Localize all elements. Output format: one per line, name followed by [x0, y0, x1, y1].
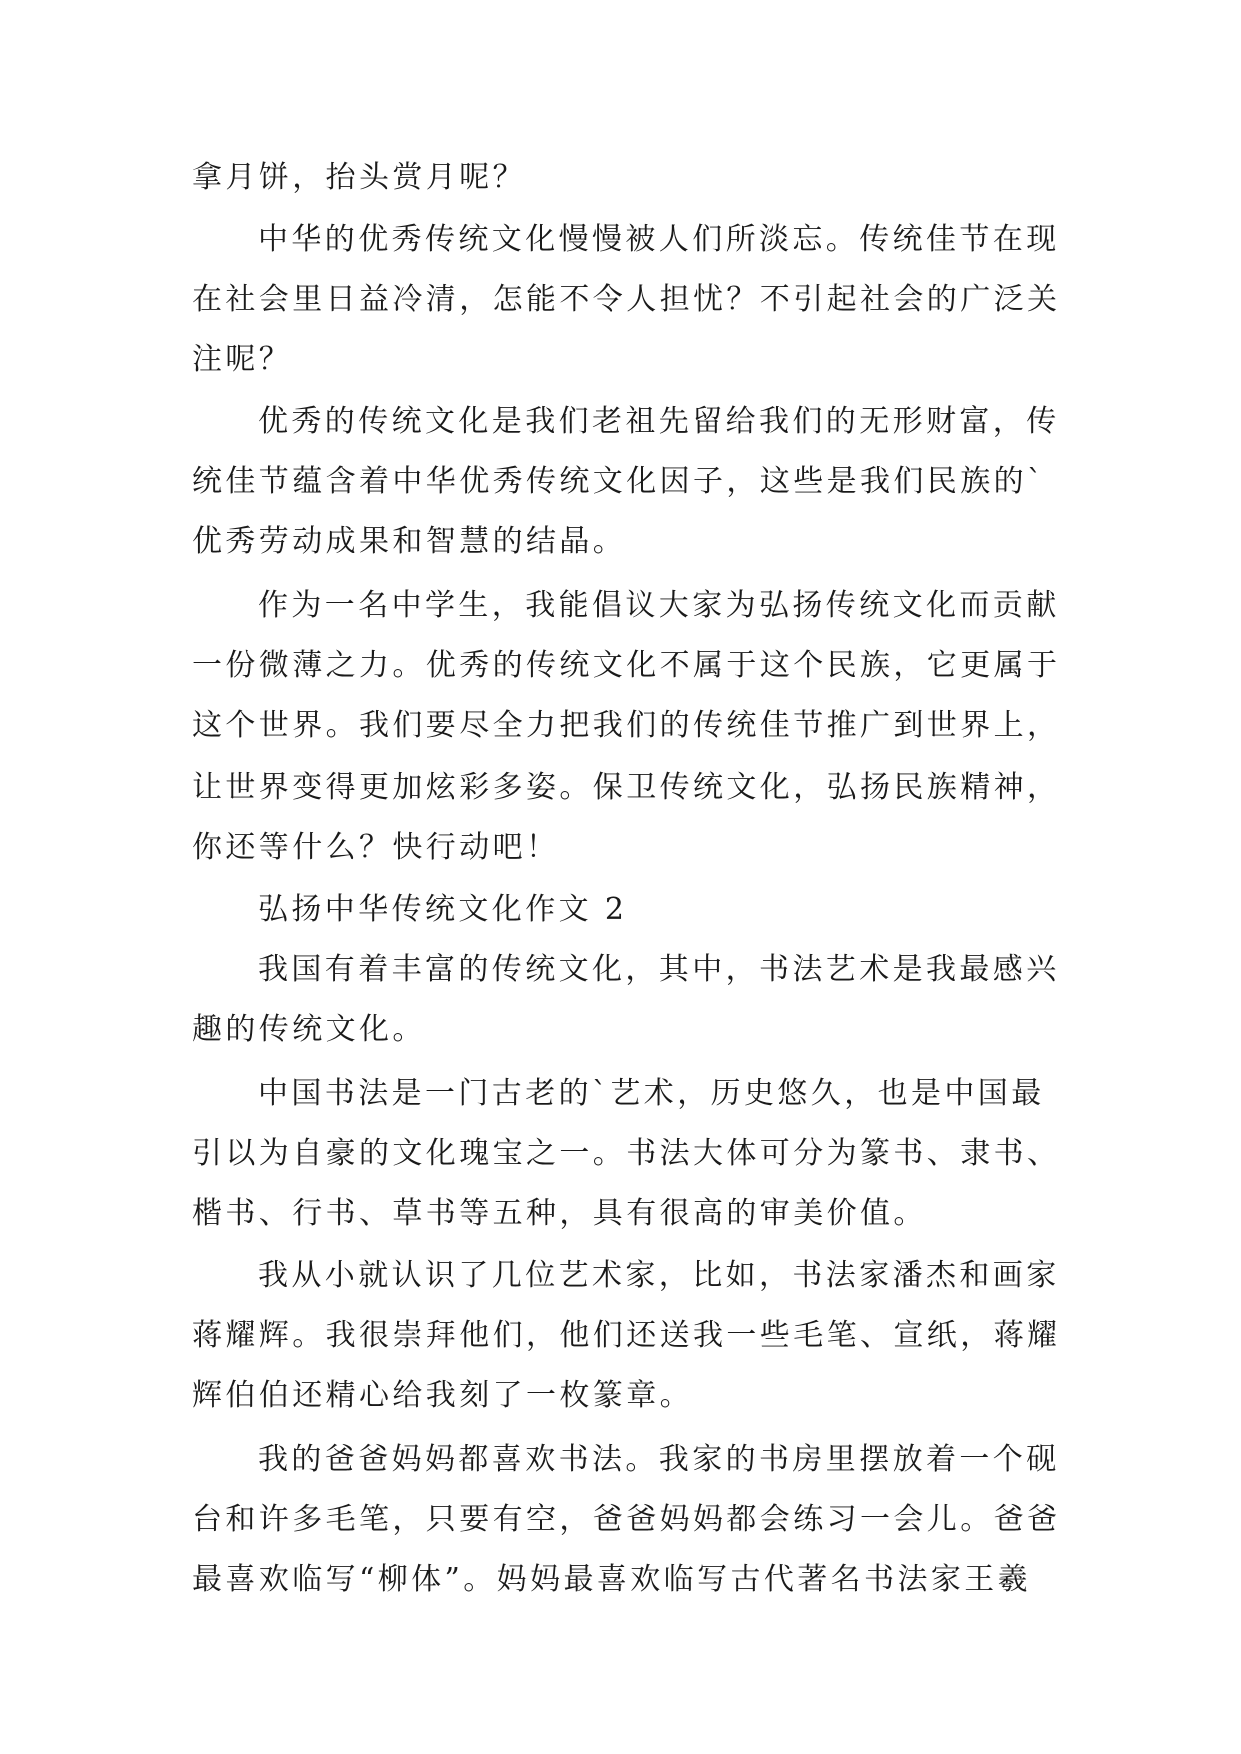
- text-line: 统佳节蕴含着中华优秀传统文化因子，这些是我们民族的`: [192, 464, 1046, 499]
- paragraph-start-line: 优秀的传统文化是我们老祖先留给我们的无形财富，传: [258, 404, 1060, 439]
- text-line: 一份微薄之力。优秀的传统文化不属于这个民族，它更属于: [192, 648, 1061, 683]
- paragraph-start-line: 中国书法是一门古老的`艺术，历史悠久，也是中国最: [258, 1076, 1045, 1111]
- text-line: 蒋耀辉。我很崇拜他们，他们还送我一些毛笔、宣纸，蒋耀: [192, 1318, 1061, 1353]
- paragraph-start-line: 作为一名中学生，我能倡议大家为弘扬传统文化而贡献: [258, 588, 1060, 623]
- paragraph-start-line: 我的爸爸妈妈都喜欢书法。我家的书房里摆放着一个砚: [258, 1442, 1060, 1477]
- text-line: 楷书、行书、草书等五种，具有很高的审美价值。: [192, 1196, 927, 1231]
- text-line: 这个世界。我们要尽全力把我们的传统佳节推广到世界上，: [192, 708, 1061, 743]
- text-line: 拿月饼，抬头赏月呢？: [192, 160, 526, 195]
- text-line: 你还等什么？快行动吧！: [192, 830, 560, 865]
- text-line: 最喜欢临写“柳体”。妈妈最喜欢临写古代著名书法家王羲: [192, 1562, 1032, 1597]
- text-line: 台和许多毛笔，只要有空，爸爸妈妈都会练习一会儿。爸爸: [192, 1502, 1061, 1537]
- section-heading: 弘扬中华传统文化作文 2: [258, 892, 628, 927]
- paragraph-start-line: 我从小就认识了几位艺术家，比如，书法家潘杰和画家: [258, 1258, 1060, 1293]
- text-line: 注呢？: [192, 342, 293, 377]
- text-line: 趣的传统文化。: [192, 1012, 426, 1047]
- text-line: 辉伯伯还精心给我刻了一枚篆章。: [192, 1378, 693, 1413]
- text-line: 在社会里日益冷清，怎能不令人担忧？不引起社会的广泛关: [192, 282, 1061, 317]
- paragraph-start-line: 中华的优秀传统文化慢慢被人们所淡忘。传统佳节在现: [258, 222, 1060, 257]
- text-line: 优秀劳动成果和智慧的结晶。: [192, 524, 627, 559]
- text-line: 让世界变得更加炫彩多姿。保卫传统文化，弘扬民族精神，: [192, 770, 1061, 805]
- text-line: 引以为自豪的文化瑰宝之一。书法大体可分为篆书、隶书、: [192, 1136, 1061, 1171]
- paragraph-start-line: 我国有着丰富的传统文化，其中，书法艺术是我最感兴: [258, 952, 1060, 987]
